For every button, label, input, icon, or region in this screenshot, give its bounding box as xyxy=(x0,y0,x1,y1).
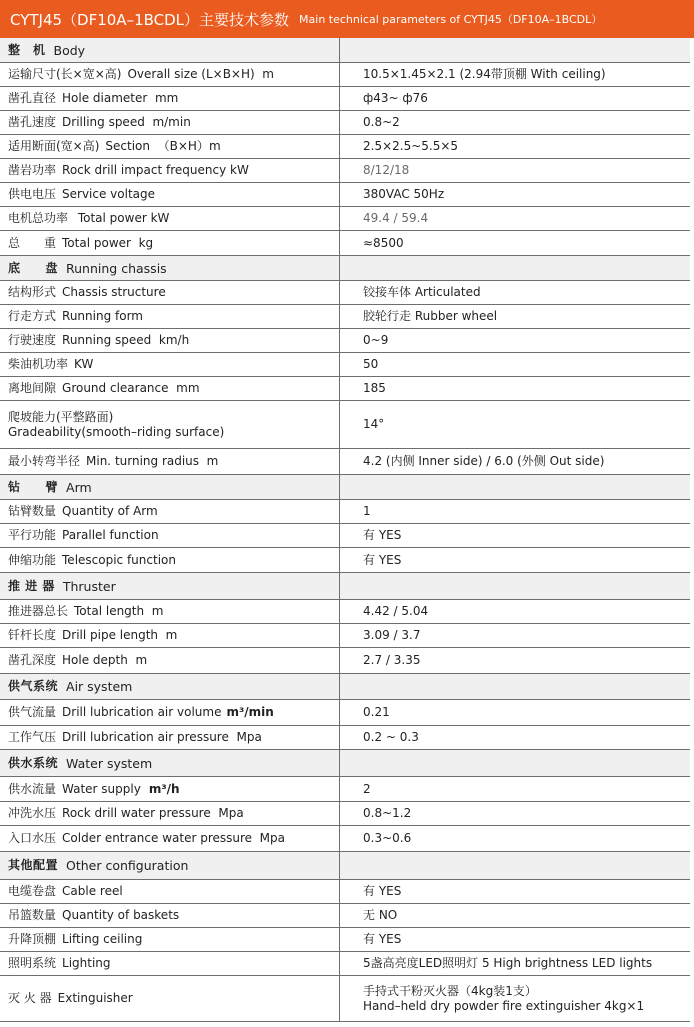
param-value: ≈8500 xyxy=(363,235,404,250)
param-en: KW xyxy=(74,357,94,371)
param-value: 无 NO xyxy=(363,908,398,922)
table-row xyxy=(0,159,690,183)
param-cn: 凿孔直径 xyxy=(8,91,57,105)
table-row xyxy=(0,648,690,674)
param-en: Cable reel xyxy=(62,884,123,898)
section-title-cn: 供气系统 xyxy=(8,679,59,693)
param-en: Hole diameter mm xyxy=(62,91,179,105)
table-row xyxy=(0,87,690,111)
param-en: Telescopic function xyxy=(62,552,176,567)
param-cn: 柴油机功率 xyxy=(8,357,69,371)
param-value: 2 xyxy=(363,781,371,796)
param-en: Total power kg xyxy=(62,235,154,250)
table-row xyxy=(0,207,690,231)
param-en: Running form xyxy=(62,309,143,323)
table-row xyxy=(0,600,690,624)
param-cn: 总 重 xyxy=(8,235,57,250)
param-value: 5盏高亮度LED照明灯 5 High brightness LED lights xyxy=(363,956,653,970)
param-cn: 电缆卷盘 xyxy=(8,884,57,898)
section-title-cn: 推 进 器 xyxy=(8,578,55,593)
param-cn: 工作气压 xyxy=(8,730,57,744)
title-bar xyxy=(0,0,694,38)
param-cn: 伸缩功能 xyxy=(8,552,57,567)
table-row xyxy=(0,624,690,648)
section-header-body xyxy=(0,38,690,63)
param-cn: 凿孔速度 xyxy=(8,115,57,129)
section-header-other-configuration xyxy=(0,852,690,880)
table-row xyxy=(0,377,690,401)
section-header-water-system xyxy=(0,750,690,777)
param-value: 0.3~0.6 xyxy=(363,831,412,845)
section-header-thruster xyxy=(0,573,690,600)
param-cn: 钎杆长度 xyxy=(8,628,57,642)
param-en: Drill lubrication air pressure Mpa xyxy=(62,730,262,744)
param-cn: 凿岩功率 xyxy=(8,163,57,177)
param-en: Drill pipe length m xyxy=(62,628,178,642)
param-value: 14° xyxy=(363,417,385,431)
param-cn: 凿孔深度 xyxy=(8,653,57,667)
param-en: Rock drill water pressure Mpa xyxy=(62,806,244,820)
param-value: 1 xyxy=(363,504,371,518)
table-row xyxy=(0,281,690,305)
param-cn: 平行功能 xyxy=(8,528,57,542)
param-en: Water supply xyxy=(62,781,141,796)
param-en: Parallel function xyxy=(62,528,159,542)
table-row xyxy=(0,904,690,928)
param-en: Quantity of baskets xyxy=(62,908,180,922)
param-en: Lifting ceiling xyxy=(62,932,143,946)
section-title-cn: 整 机 xyxy=(8,42,46,57)
table-row xyxy=(0,952,690,976)
table-row xyxy=(0,449,690,475)
section-title-cn: 供水系统 xyxy=(8,755,59,770)
param-cn: 适用断面(宽×高) xyxy=(8,139,100,153)
param-value: 0.8~2 xyxy=(363,115,400,129)
table-row xyxy=(0,63,690,87)
param-value: 有 YES xyxy=(363,552,402,567)
section-header-arm xyxy=(0,475,690,500)
param-value: 0.8~1.2 xyxy=(363,806,412,820)
section-title-cn: 其他配置 xyxy=(8,858,59,872)
param-cn: 灭 火 器 xyxy=(8,991,52,1005)
param-en: Total power kW xyxy=(74,211,170,225)
table-row xyxy=(0,305,690,329)
table-row xyxy=(0,183,690,207)
param-en: Ground clearance mm xyxy=(62,381,200,395)
table-row xyxy=(0,777,690,802)
section-title-en: Running chassis xyxy=(66,260,167,276)
section-title-en: Body xyxy=(53,42,86,58)
param-value: 49.4 / 59.4 xyxy=(363,211,429,225)
param-value: 8/12/18 xyxy=(363,163,410,177)
param-value: 4.2 (内侧 Inner side) / 6.0 (外侧 Out side) xyxy=(363,454,605,468)
spec-table xyxy=(0,38,690,1022)
param-en: Section （B×H）m xyxy=(105,139,221,153)
param-value: 2.7 / 3.35 xyxy=(363,653,421,667)
param-en: Colder entrance water pressure Mpa xyxy=(62,831,285,845)
table-row xyxy=(0,976,690,1022)
param-en: Drilling speed m/min xyxy=(62,115,191,129)
param-value: 0.2 ~ 0.3 xyxy=(363,730,419,744)
param-unit: m³/h xyxy=(148,781,180,796)
param-cn: 入口水压 xyxy=(8,831,57,845)
table-row xyxy=(0,548,690,573)
table-row xyxy=(0,928,690,952)
section-title-cn: 钻 臂 xyxy=(8,479,59,494)
param-cn: 钻臂数量 xyxy=(8,504,57,518)
param-en: Chassis structure xyxy=(62,285,166,299)
table-row xyxy=(0,726,690,750)
title-en: Main technical parameters of CYTJ45（DF10A–1BCDL） xyxy=(299,13,603,26)
table-row xyxy=(0,880,690,904)
param-en: Drill lubrication air volume xyxy=(62,705,222,719)
param-en: Running speed km/h xyxy=(62,333,190,347)
param-cn: 行驶速度 xyxy=(8,333,57,347)
param-en: Gradeability(smooth–riding surface) xyxy=(8,424,225,439)
param-cn: 供电电压 xyxy=(8,187,57,201)
section-title-en: Other configuration xyxy=(66,858,189,873)
param-cn: 运输尺寸(长×宽×高) xyxy=(8,67,122,81)
param-value: 手持式干粉灭火器（4kg装1支） xyxy=(363,983,537,998)
param-cn: 推进器总长 xyxy=(8,604,69,618)
param-value: 185 xyxy=(363,381,386,395)
param-en: Extinguisher xyxy=(57,991,133,1005)
param-value: 0.21 xyxy=(363,705,390,719)
param-value: 4.42 / 5.04 xyxy=(363,604,429,618)
param-value: 380VAC 50Hz xyxy=(363,187,445,201)
param-en: Quantity of Arm xyxy=(62,504,158,518)
section-header-running-chassis xyxy=(0,256,690,281)
table-row xyxy=(0,700,690,726)
section-header-air-system xyxy=(0,674,690,700)
table-row xyxy=(0,231,690,256)
param-cn: 爬坡能力(平整路面) xyxy=(8,409,114,424)
table-row xyxy=(0,401,690,449)
param-cn: 行走方式 xyxy=(8,309,57,323)
section-title-en: Thruster xyxy=(62,578,116,594)
param-cn: 照明系统 xyxy=(8,956,57,970)
section-title-en: Arm xyxy=(66,479,92,495)
table-row xyxy=(0,826,690,852)
param-cn: 电机总功率 xyxy=(8,211,69,225)
param-value: 胶轮行走 Rubber wheel xyxy=(363,309,498,323)
param-value: 10.5×1.45×2.1 (2.94带顶棚 With ceiling) xyxy=(363,67,606,81)
param-en: Rock drill impact frequency kW xyxy=(62,163,249,177)
param-value: 0~9 xyxy=(363,333,389,347)
param-value: 3.09 / 3.7 xyxy=(363,628,421,642)
param-value: 有 YES xyxy=(363,884,402,898)
table-row xyxy=(0,329,690,353)
param-en: Overall size (L×B×H) m xyxy=(127,67,274,81)
table-row xyxy=(0,135,690,159)
param-cn: 升降顶棚 xyxy=(8,932,57,946)
title-cn: CYTJ45（DF10A–1BCDL）主要技术参数 xyxy=(10,10,290,29)
param-cn: 最小转弯半径 xyxy=(8,454,81,468)
param-en: Total length m xyxy=(74,604,164,618)
param-en: Service voltage xyxy=(62,187,156,201)
table-row xyxy=(0,111,690,135)
param-value: 铰接车体 Articulated xyxy=(363,285,481,299)
param-value: 50 xyxy=(363,357,379,371)
param-cn: 结构形式 xyxy=(8,285,57,299)
param-value: 有 YES xyxy=(363,528,402,542)
param-cn: 离地间隙 xyxy=(8,381,57,395)
table-row xyxy=(0,500,690,524)
section-title-cn: 底 盘 xyxy=(8,260,59,275)
param-value: 有 YES xyxy=(363,932,402,946)
section-title-en: Water system xyxy=(66,755,153,771)
table-row xyxy=(0,353,690,377)
param-value: 2.5×2.5~5.5×5 xyxy=(363,139,459,153)
param-en: Lighting xyxy=(62,956,111,970)
param-cn: 吊篮数量 xyxy=(8,908,57,922)
param-unit: m³/min xyxy=(226,705,274,719)
param-cn: 冲洗水压 xyxy=(8,806,57,820)
param-value: ф43~ ф76 xyxy=(363,91,428,105)
table-row xyxy=(0,802,690,826)
param-en: Min. turning radius m xyxy=(86,454,219,468)
section-title-en: Air system xyxy=(66,679,133,694)
param-cn: 供气流量 xyxy=(8,705,57,719)
param-cn: 供水流量 xyxy=(8,781,57,796)
param-value-en: Hand–held dry powder fire extinguisher 4kg×1 xyxy=(363,998,645,1013)
table-row xyxy=(0,524,690,548)
param-en: Hole depth m xyxy=(62,653,148,667)
